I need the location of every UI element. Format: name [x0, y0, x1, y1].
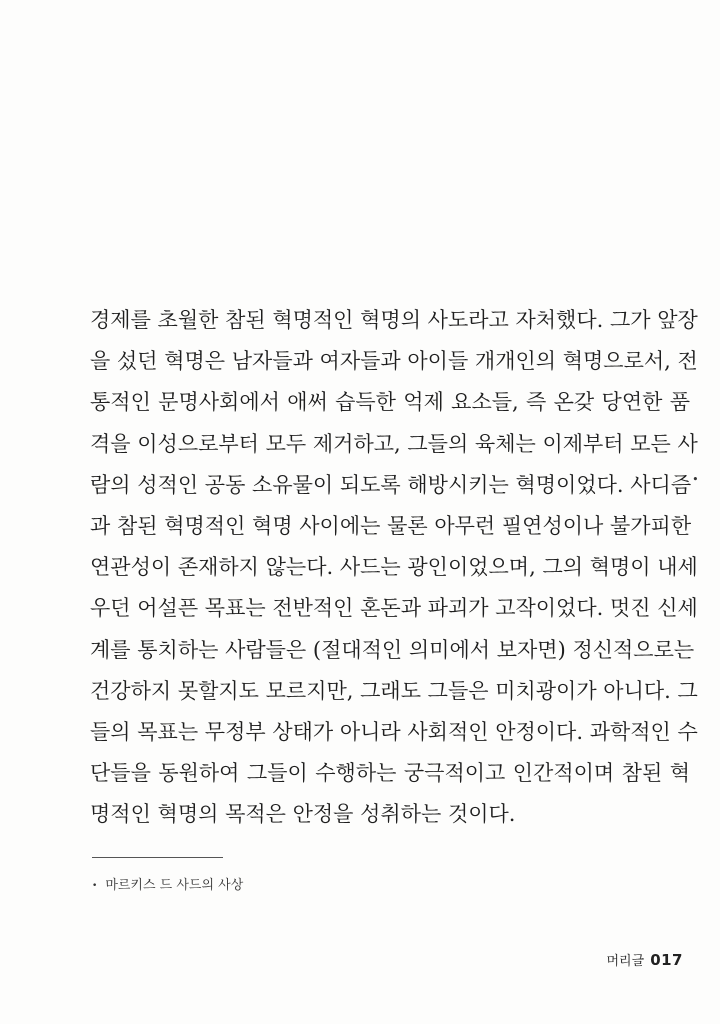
text-line [90, 588, 698, 629]
text-line [90, 382, 690, 423]
section-title: 머리글 [606, 954, 645, 969]
text-line-content: 건강하지 못할지도 모르지만, 그래도 그들은 미치광이가 아니다. 그 [90, 678, 698, 703]
footnote [92, 874, 243, 893]
text-line-content: 람의 성적인 공동 소유물이 되도록 해방시키는 혁명이었다. 사디즘 [90, 472, 692, 497]
text-line-content: 격을 이성으로부터 모두 제거하고, 그들의 육체는 이제부터 모든 사 [90, 431, 698, 456]
text-line-content: 경제를 초월한 참된 혁명적인 혁명의 사도라고 자처했다. 그가 앞장 [90, 308, 698, 332]
text-line-content: 통적인 문명사회에서 애써 습득한 억제 요소들, 즉 온갖 당연한 품 [90, 390, 690, 415]
text-line [90, 712, 698, 753]
text-line-content: 연관성이 존재하지 않는다. 사드는 광인이었으며, 그의 혁명이 내세 [90, 555, 698, 580]
text-line [90, 300, 698, 341]
text-line-content: 계를 통치하는 사람들은 (절대적인 의미에서 보자면) 정신적으로는 [90, 637, 695, 662]
text-line-content: 단들을 동원하여 그들이 수행하는 궁극적이고 인간적이며 참된 혁 [90, 761, 690, 786]
text-line [90, 341, 698, 382]
text-line [90, 753, 690, 794]
text-line-content: 명적인 혁명의 목적은 안정을 성취하는 것이다. [90, 802, 516, 827]
footnote-bullet: • [92, 881, 98, 891]
text-line [90, 671, 698, 712]
text-line [90, 547, 698, 588]
text-line-content: 들의 목표는 무정부 상태가 아니라 사회적인 안정이다. 과학적인 수 [90, 719, 698, 744]
text-line [90, 465, 699, 506]
text-line-content: 과 참된 혁명적인 혁명 사이에는 물론 아무런 필연성이나 불가피한 [90, 513, 692, 538]
body-paragraph [90, 300, 699, 835]
text-line-content: 을 섰던 혁명은 남자들과 여자들과 아이들 개개인의 혁명으로서, 전 [90, 349, 698, 374]
text-line [90, 794, 690, 835]
text-line [90, 506, 690, 547]
footnote-divider [92, 857, 223, 858]
footnote-marker[interactable]: • [692, 472, 699, 486]
text-line [90, 630, 695, 671]
text-line [90, 424, 698, 465]
page-number: 017 [650, 951, 683, 969]
page-footer [607, 950, 684, 969]
text-line-content: 우던 어설픈 목표는 전반적인 혼돈과 파괴가 고작이었다. 멋진 신세 [90, 596, 698, 621]
footnote-text: 마르키스 드 사드의 사상 [105, 878, 244, 893]
